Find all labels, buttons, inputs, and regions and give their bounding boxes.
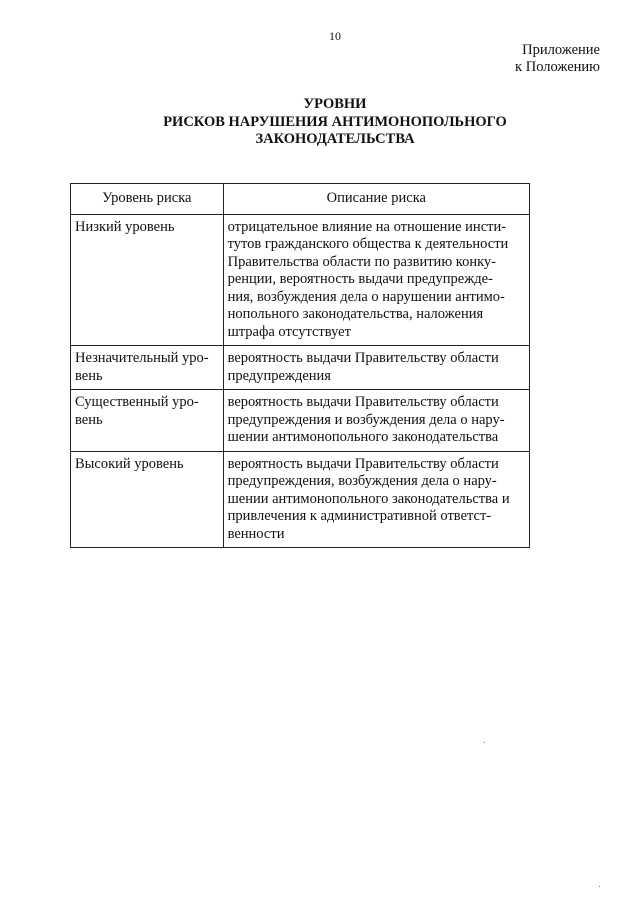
page-number: 10 (329, 29, 341, 43)
risk-description-text: предупреждения и возбуждения дела о нару- (227, 411, 505, 428)
risk-level-cell (71, 214, 224, 346)
risk-level-text: Незначительный уро- (75, 350, 209, 366)
header-risk-level: Уровень риска (71, 184, 224, 215)
risk-description-cell (223, 214, 529, 346)
risk-description-cell (223, 451, 529, 548)
risk-level-text: Высокий уровень (75, 455, 184, 472)
risk-description-cell (223, 390, 529, 452)
document-title (0, 96, 640, 149)
risk-description-text: предупреждения, возбуждения дела о нару- (227, 473, 497, 489)
risk-description-text: привлечения к административной ответст- (227, 508, 492, 524)
scan-speck (599, 886, 600, 887)
appendix-line: к Положению (515, 59, 600, 75)
table-header-row (71, 184, 530, 215)
risk-description-text: штрафа отсутствует (227, 323, 351, 340)
risk-levels-table (70, 183, 530, 548)
title-line: УРОВНИ (303, 96, 367, 112)
risk-description-text: Правительства области по развитию конку- (227, 253, 497, 270)
scan-speck (484, 742, 485, 743)
risk-description-text: ренции, вероятность выдачи предупрежде- (227, 271, 493, 287)
risk-description-text: нопольного законодательства, наложения (227, 306, 484, 322)
table-row (71, 214, 530, 346)
table-body (71, 214, 530, 548)
risk-level-cell (71, 346, 224, 390)
risk-level-cell (71, 390, 224, 452)
title-line: ЗАКОНОДАТЕЛЬСТВА (255, 131, 415, 147)
title-line: РИСКОВ НАРУШЕНИЯ АНТИМОНОПОЛЬНОГО (163, 113, 507, 130)
risk-description-text: шении антимонопольного законодательства (227, 429, 499, 445)
risk-description-text: ния, возбуждения дела о нарушении антимо- (227, 288, 505, 305)
table-row (71, 346, 530, 390)
risk-description-text: отрицательное влияние на отношение инсти- (227, 218, 507, 235)
risk-description-text: вероятность выдачи Правительству области (227, 455, 499, 472)
table-row (71, 390, 530, 452)
risk-description-text: шении антимонопольного законодательства и (227, 490, 510, 507)
risk-level-text: Низкий уровень (75, 218, 175, 235)
risk-level-text: вень (75, 411, 103, 428)
appendix-note (515, 42, 600, 76)
risk-description-text: тутов гражданского общества к деятельности (227, 236, 509, 252)
risk-level-text: Существенный уро- (75, 394, 199, 410)
risk-level-cell (71, 451, 224, 548)
risk-description-text: вероятность выдачи Правительству области (227, 350, 499, 366)
risk-level-text: вень (75, 367, 103, 384)
header-risk-description: Описание риска (223, 184, 529, 215)
risk-description-text: венности (227, 525, 285, 542)
risk-description-text: вероятность выдачи Правительству области (227, 394, 499, 410)
risk-description-cell (223, 346, 529, 390)
appendix-line: Приложение (522, 42, 600, 58)
risk-description-text: предупреждения (227, 367, 331, 384)
table-row (71, 451, 530, 548)
